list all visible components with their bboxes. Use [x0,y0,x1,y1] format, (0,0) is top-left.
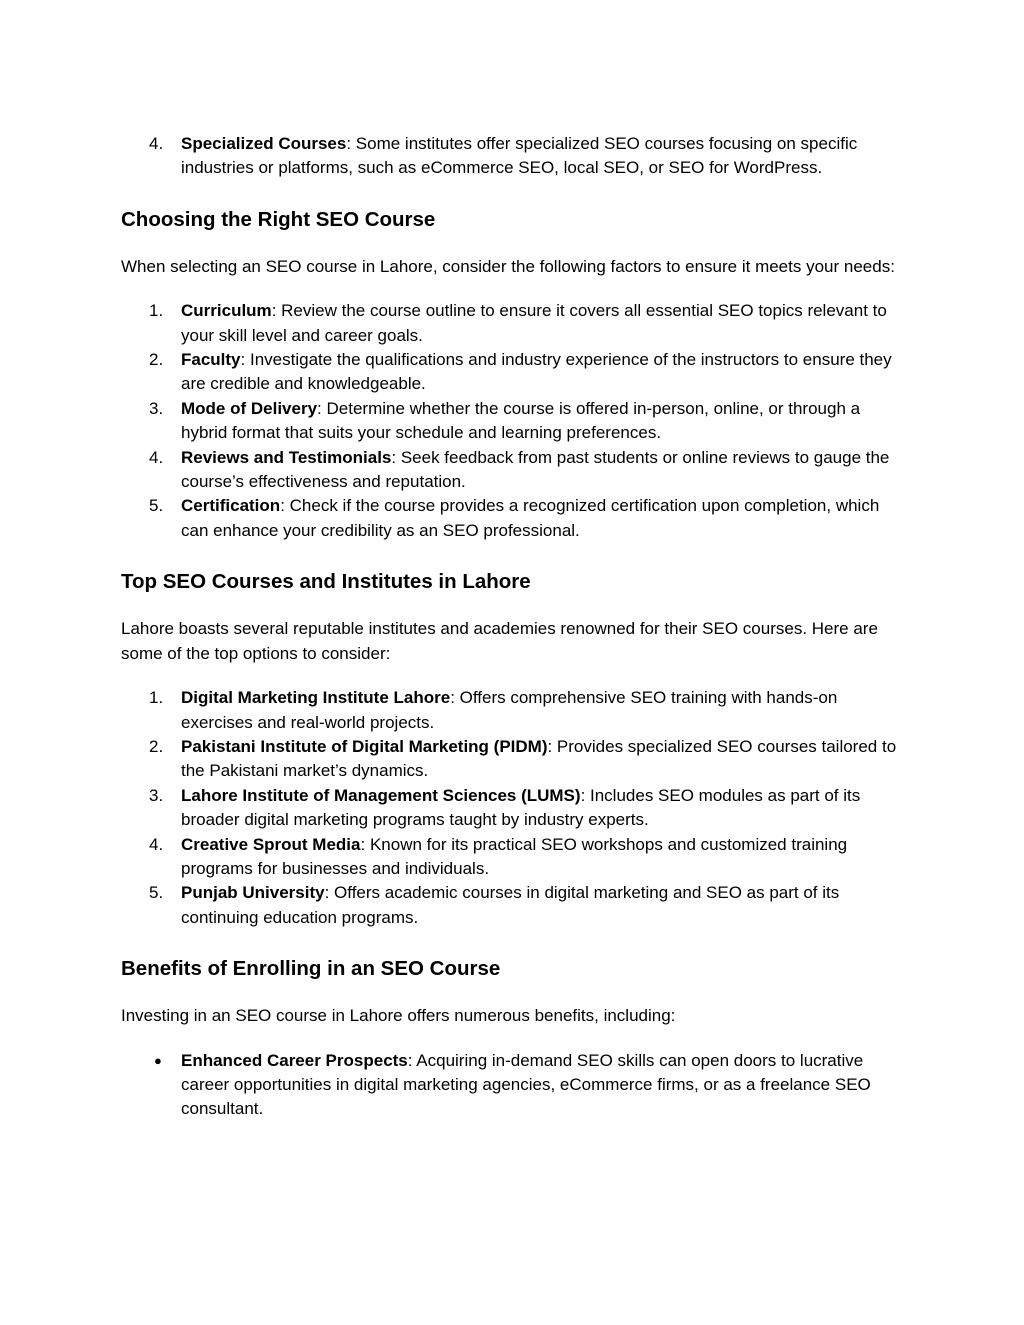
list-item [121,348,906,397]
item-title: Pakistani Institute of Digital Marketing (PIDM) [181,736,548,756]
list-item [121,494,906,543]
list-number: 4. [149,834,164,854]
top-courses-list [121,686,906,930]
list-item [121,784,906,833]
item-text: : Review the course outline to ensure it covers all essential SEO topics relevant to your skill level and career goals. [181,301,887,345]
list-item [121,686,906,735]
list-item [121,446,906,495]
list-number: 4. [149,447,164,467]
document-page [121,132,906,1122]
list-number: 4. [149,134,164,153]
item-text: : Provides specialized SEO courses tailored to the Pakistani market’s dynamics. [181,736,897,781]
list-number: 1. [149,301,164,321]
bullet-icon: ● [154,1052,162,1068]
list-item [121,397,906,446]
item-title: Digital Marketing Institute Lahore [181,688,451,708]
item-text: : Includes SEO modules as part of its broader digital marketing programs taught by industry experts. [181,785,861,830]
list-item [121,881,906,930]
section-paragraph-benefits: Investing in an SEO course in Lahore offers numerous benefits, including: [121,1006,676,1026]
section-paragraph-top-courses: Lahore boasts several reputable institutes and academies renowned for their SEO courses. Here are some of the top options to consider: [121,619,878,663]
item-text: : Offers comprehensive SEO training with hands-on exercises and real-world projects. [181,688,838,732]
item-text: : Acquiring in-demand SEO skills can open doors to lucrative career opportunities in digital marketing agencies, eCommerce firms, or as a freelance SEO consultant. [181,1050,871,1119]
item-text: : Investigate the qualifications and industry experience of the instructors to ensure they are credible and knowledgeable. [181,350,892,394]
item-title: Creative Sprout Media [181,834,361,854]
list-number: 2. [149,736,164,756]
item-title: Curriculum [181,301,272,321]
list-item [121,735,906,784]
item-text: : Known for its practical SEO workshops and customized training programs for businesses and individuals. [181,834,848,878]
benefits-list [121,1049,906,1122]
item-title: Mode of Delivery [181,398,318,418]
item-text: : Seek feedback from past students or online reviews to gauge the course’s effectiveness and reputation. [181,447,890,492]
list-number: 2. [149,350,164,370]
section-heading-benefits: Benefits of Enrolling in an SEO Course [121,957,501,981]
choosing-factors-list [121,299,906,543]
item-title: Faculty [181,350,241,370]
specialized-courses-list [121,132,906,181]
list-item [121,132,906,181]
item-text: : Some institutes offer specialized SEO courses focusing on specific industries or platforms, such as eCommerce SEO, local SEO, or SEO for WordPress. [181,134,858,178]
item-title: Reviews and Testimonials [181,447,392,467]
item-title: Punjab University [181,883,325,903]
list-number: 5. [149,883,164,903]
list-item [121,833,906,882]
list-number: 1. [149,688,164,708]
section-heading-choosing: Choosing the Right SEO Course [121,207,436,231]
item-title: Enhanced Career Prospects [181,1050,408,1070]
list-item [121,1049,906,1122]
section-heading-top-courses: Top SEO Courses and Institutes in Lahore [121,570,531,594]
item-text: : Check if the course provides a recognized certification upon completion, which can enhance your credibility as an SEO professional. [181,496,880,540]
list-number: 3. [149,398,164,418]
item-title: Lahore Institute of Management Sciences (LUMS) [181,785,581,805]
item-title: Specialized Courses [181,134,347,153]
item-text: : Offers academic courses in digital marketing and SEO as part of its continuing education programs. [181,883,840,927]
list-number: 3. [149,785,164,805]
item-title: Certification [181,496,281,516]
section-paragraph-choosing: When selecting an SEO course in Lahore, consider the following factors to ensure it meets your needs: [121,256,895,276]
list-item [121,299,906,348]
list-number: 5. [149,496,164,516]
item-text: : Determine whether the course is offered in-person, online, or through a hybrid format that suits your schedule and learning preferences. [181,398,861,443]
